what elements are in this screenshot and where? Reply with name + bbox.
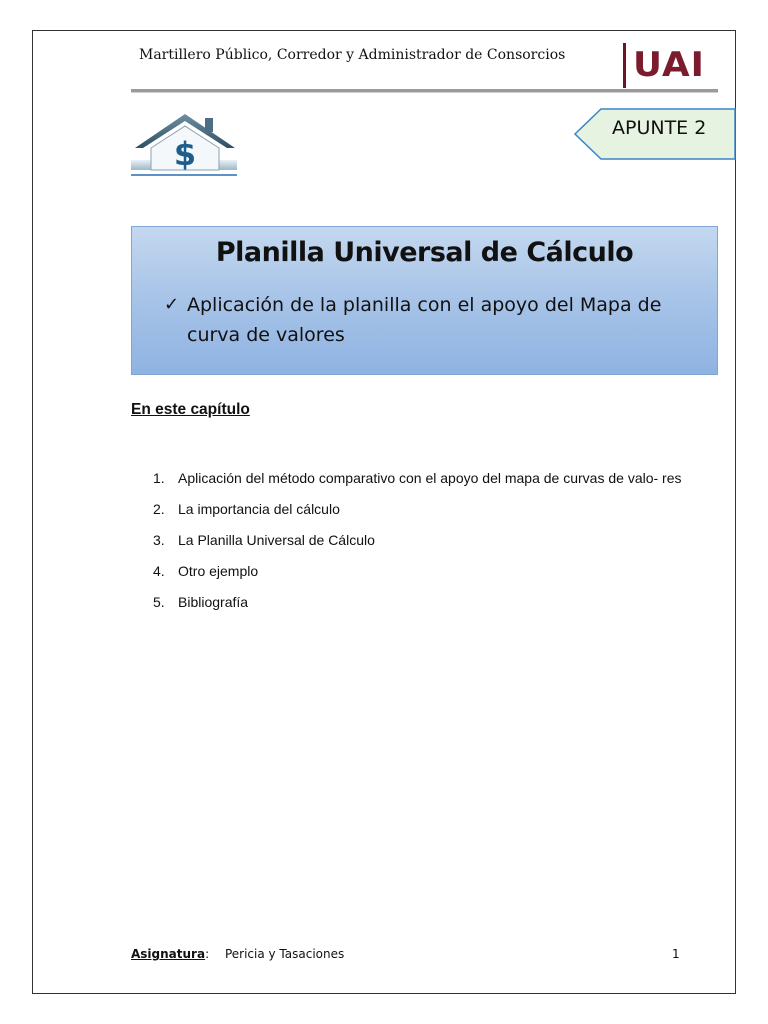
footer-separator: : — [205, 947, 210, 961]
list-item-text: Bibliografía — [178, 594, 249, 610]
list-item-number: 3. — [153, 532, 165, 548]
list-item — [152, 468, 712, 488]
apunte-label: APUNTE 2 — [612, 117, 707, 139]
list-item — [152, 499, 712, 519]
list-item-text: La importancia del cálculo — [178, 501, 340, 517]
page-number: 1 — [672, 947, 680, 961]
chapter-contents-list — [152, 468, 712, 623]
footer-subject-label: Asignatura — [131, 947, 206, 961]
list-item-number: 5. — [153, 594, 165, 610]
document-title: Planilla Universal de Cálculo — [215, 237, 634, 268]
footer-subject-value: Pericia y Tasaciones — [224, 947, 345, 961]
list-item — [152, 561, 712, 581]
subtitle-text: Aplicación de la planilla con el apoyo del Mapa de curva de valores — [187, 294, 662, 346]
header-subtitle: Martillero Público, Corredor y Administrador de Consorcios — [139, 47, 566, 63]
document-subtitle — [164, 290, 684, 350]
uai-logo: UAI — [633, 45, 705, 85]
list-item-number: 2. — [153, 501, 165, 517]
list-item — [152, 592, 712, 612]
footer-subject — [131, 947, 344, 961]
checkmark-icon: ✓ — [164, 294, 180, 315]
title-box — [131, 226, 718, 375]
list-item-number: 1. — [153, 470, 165, 486]
list-item — [152, 530, 712, 550]
header-divider — [131, 89, 718, 93]
list-item-text: Otro ejemplo — [178, 563, 259, 579]
list-item-text: La Planilla Universal de Cálculo — [178, 532, 375, 548]
list-item-number: 4. — [153, 563, 165, 579]
house-dollar-icon — [131, 108, 239, 180]
chapter-heading: En este capítulo — [131, 401, 250, 418]
dollar-symbol: $ — [173, 135, 197, 173]
list-item-text: Aplicación del método comparativo con el apoyo del mapa de curvas de valo- res — [178, 470, 682, 486]
logo-divider — [623, 43, 626, 88]
